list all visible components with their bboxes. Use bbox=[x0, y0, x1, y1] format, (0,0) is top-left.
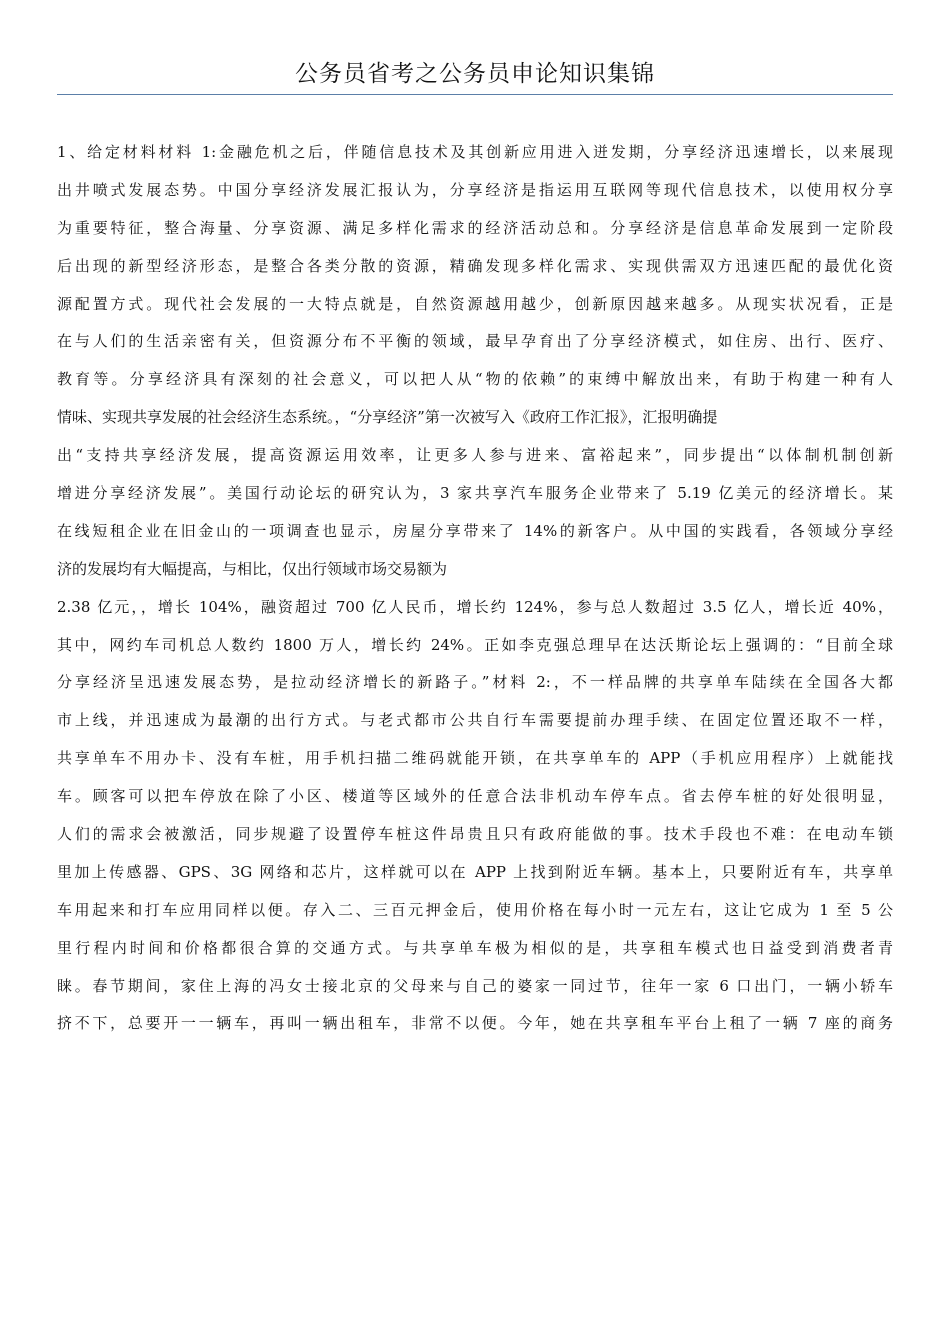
body-line: 车用起来和打车应用同样以便。存入二、三百元押金后，使用价格在每小时一元左右，这让它成为 1 至 5 公 bbox=[57, 900, 893, 919]
body-line: 出“支持共享经济发展，提高资源运用效率，让更多人参与进来、富裕起来”，同步提出“以体制机制创新 bbox=[57, 446, 893, 465]
body-line: 1、给定材料材料 1:金融危机之后，伴随信息技术及其创新应用进入迸发期，分享经济迅速增长，以来展现 bbox=[57, 143, 893, 161]
body-line: 情味、实现共享发展的社会经济生态系统。，“分享经济”第一次被写入《政府工作汇报》，汇报明确提 bbox=[57, 408, 718, 427]
body-line: 后出现的新型经济形态，是整合各类分散的资源，精确发现多样化需求、实现供需双方迅速匹配的最优化资 bbox=[57, 256, 893, 275]
body-line: 济的发展均有大幅提高，与相比，仅出行领域市场交易额为 bbox=[57, 559, 448, 578]
body-line: 2.38 亿元，，增长 104%，融资超过 700 亿人民币，增长约 124%，参与总人数超过 3.5 亿人，增长近 40%， bbox=[57, 597, 893, 616]
body-line: 人们的需求会被激活，同步规避了设置停车桩这件昂贵且只有政府能做的事。技术手段也不难：在电动车锁 bbox=[57, 825, 893, 844]
body-line: 共享单车不用办卡、没有车桩，用手机扫描二维码就能开锁，在共享单车的 APP（手机应用程序）上就能找 bbox=[57, 749, 893, 768]
body-line: 里加上传感器、GPS、3G 网络和芯片，这样就可以在 APP 上找到附近车辆。基本上，只要附近有车，共享单 bbox=[57, 862, 893, 881]
body-line: 分享经济呈迅速发展态势，是拉动经济增长的新路子。”材料 2:，不一样品牌的共享单车陆续在全国各大都 bbox=[57, 673, 893, 692]
document-title: 公务员省考之公务员申论知识集锦 bbox=[295, 61, 655, 87]
body-line: 其中，网约车司机总人数约 1800 万人，增长约 24%。正如李克强总理早在达沃斯论坛上强调的：“目前全球 bbox=[57, 635, 893, 654]
body-line: 为重要特征，整合海量、分享资源、满足多样化需求的经济活动总和。分享经济是信息革命发展到一定阶段 bbox=[57, 218, 893, 237]
body-line: 挤不下，总要开一一辆车，再叫一辆出租车，非常不以便。今年，她在共享租车平台上租了一辆 7 座的商务 bbox=[57, 1014, 893, 1033]
title-underline bbox=[57, 94, 893, 95]
body-line: 源配置方式。现代社会发展的一大特点就是，自然资源越用越少，创新原因越来越多。从现实状况看，正是 bbox=[57, 294, 893, 313]
body-line: 出井喷式发展态势。中国分享经济发展汇报认为，分享经济是指运用互联网等现代信息技术，以使用权分享 bbox=[57, 180, 893, 199]
body-line: 增进分享经济发展”。美国行动论坛的研究认为，3 家共享汽车服务企业带来了 5.19 亿美元的经济增长。某 bbox=[57, 484, 893, 503]
body-line: 睐。春节期间，家住上海的冯女士接北京的父母来与自己的婆家一同过节，往年一家 6 口出门，一辆小轿车 bbox=[57, 976, 893, 995]
body-line: 在与人们的生活亲密有关，但资源分布不平衡的领域，最早孕育出了分享经济模式，如住房、出行、医疗、 bbox=[57, 332, 893, 351]
body-line: 教育等。分享经济具有深刻的社会意义，可以把人从“物的依赖”的束缚中解放出来，有助于构建一种有人 bbox=[57, 370, 893, 389]
body-line: 在线短租企业在旧金山的一项调查也显示，房屋分享带来了 14%的新客户。从中国的实践看，各领域分享经 bbox=[57, 521, 893, 540]
body-line: 市上线，并迅速成为最潮的出行方式。与老式都市公共自行车需要提前办理手续、在固定位置还取不一样， bbox=[57, 711, 893, 730]
document-body bbox=[57, 137, 893, 1046]
body-line: 车。顾客可以把车停放在除了小区、楼道等区域外的任意合法非机动车停车点。省去停车桩的好处很明显， bbox=[57, 787, 893, 806]
body-line: 里行程内时间和价格都很合算的交通方式。与共享单车极为相似的是，共享租车模式也日益受到消费者青 bbox=[57, 938, 893, 957]
